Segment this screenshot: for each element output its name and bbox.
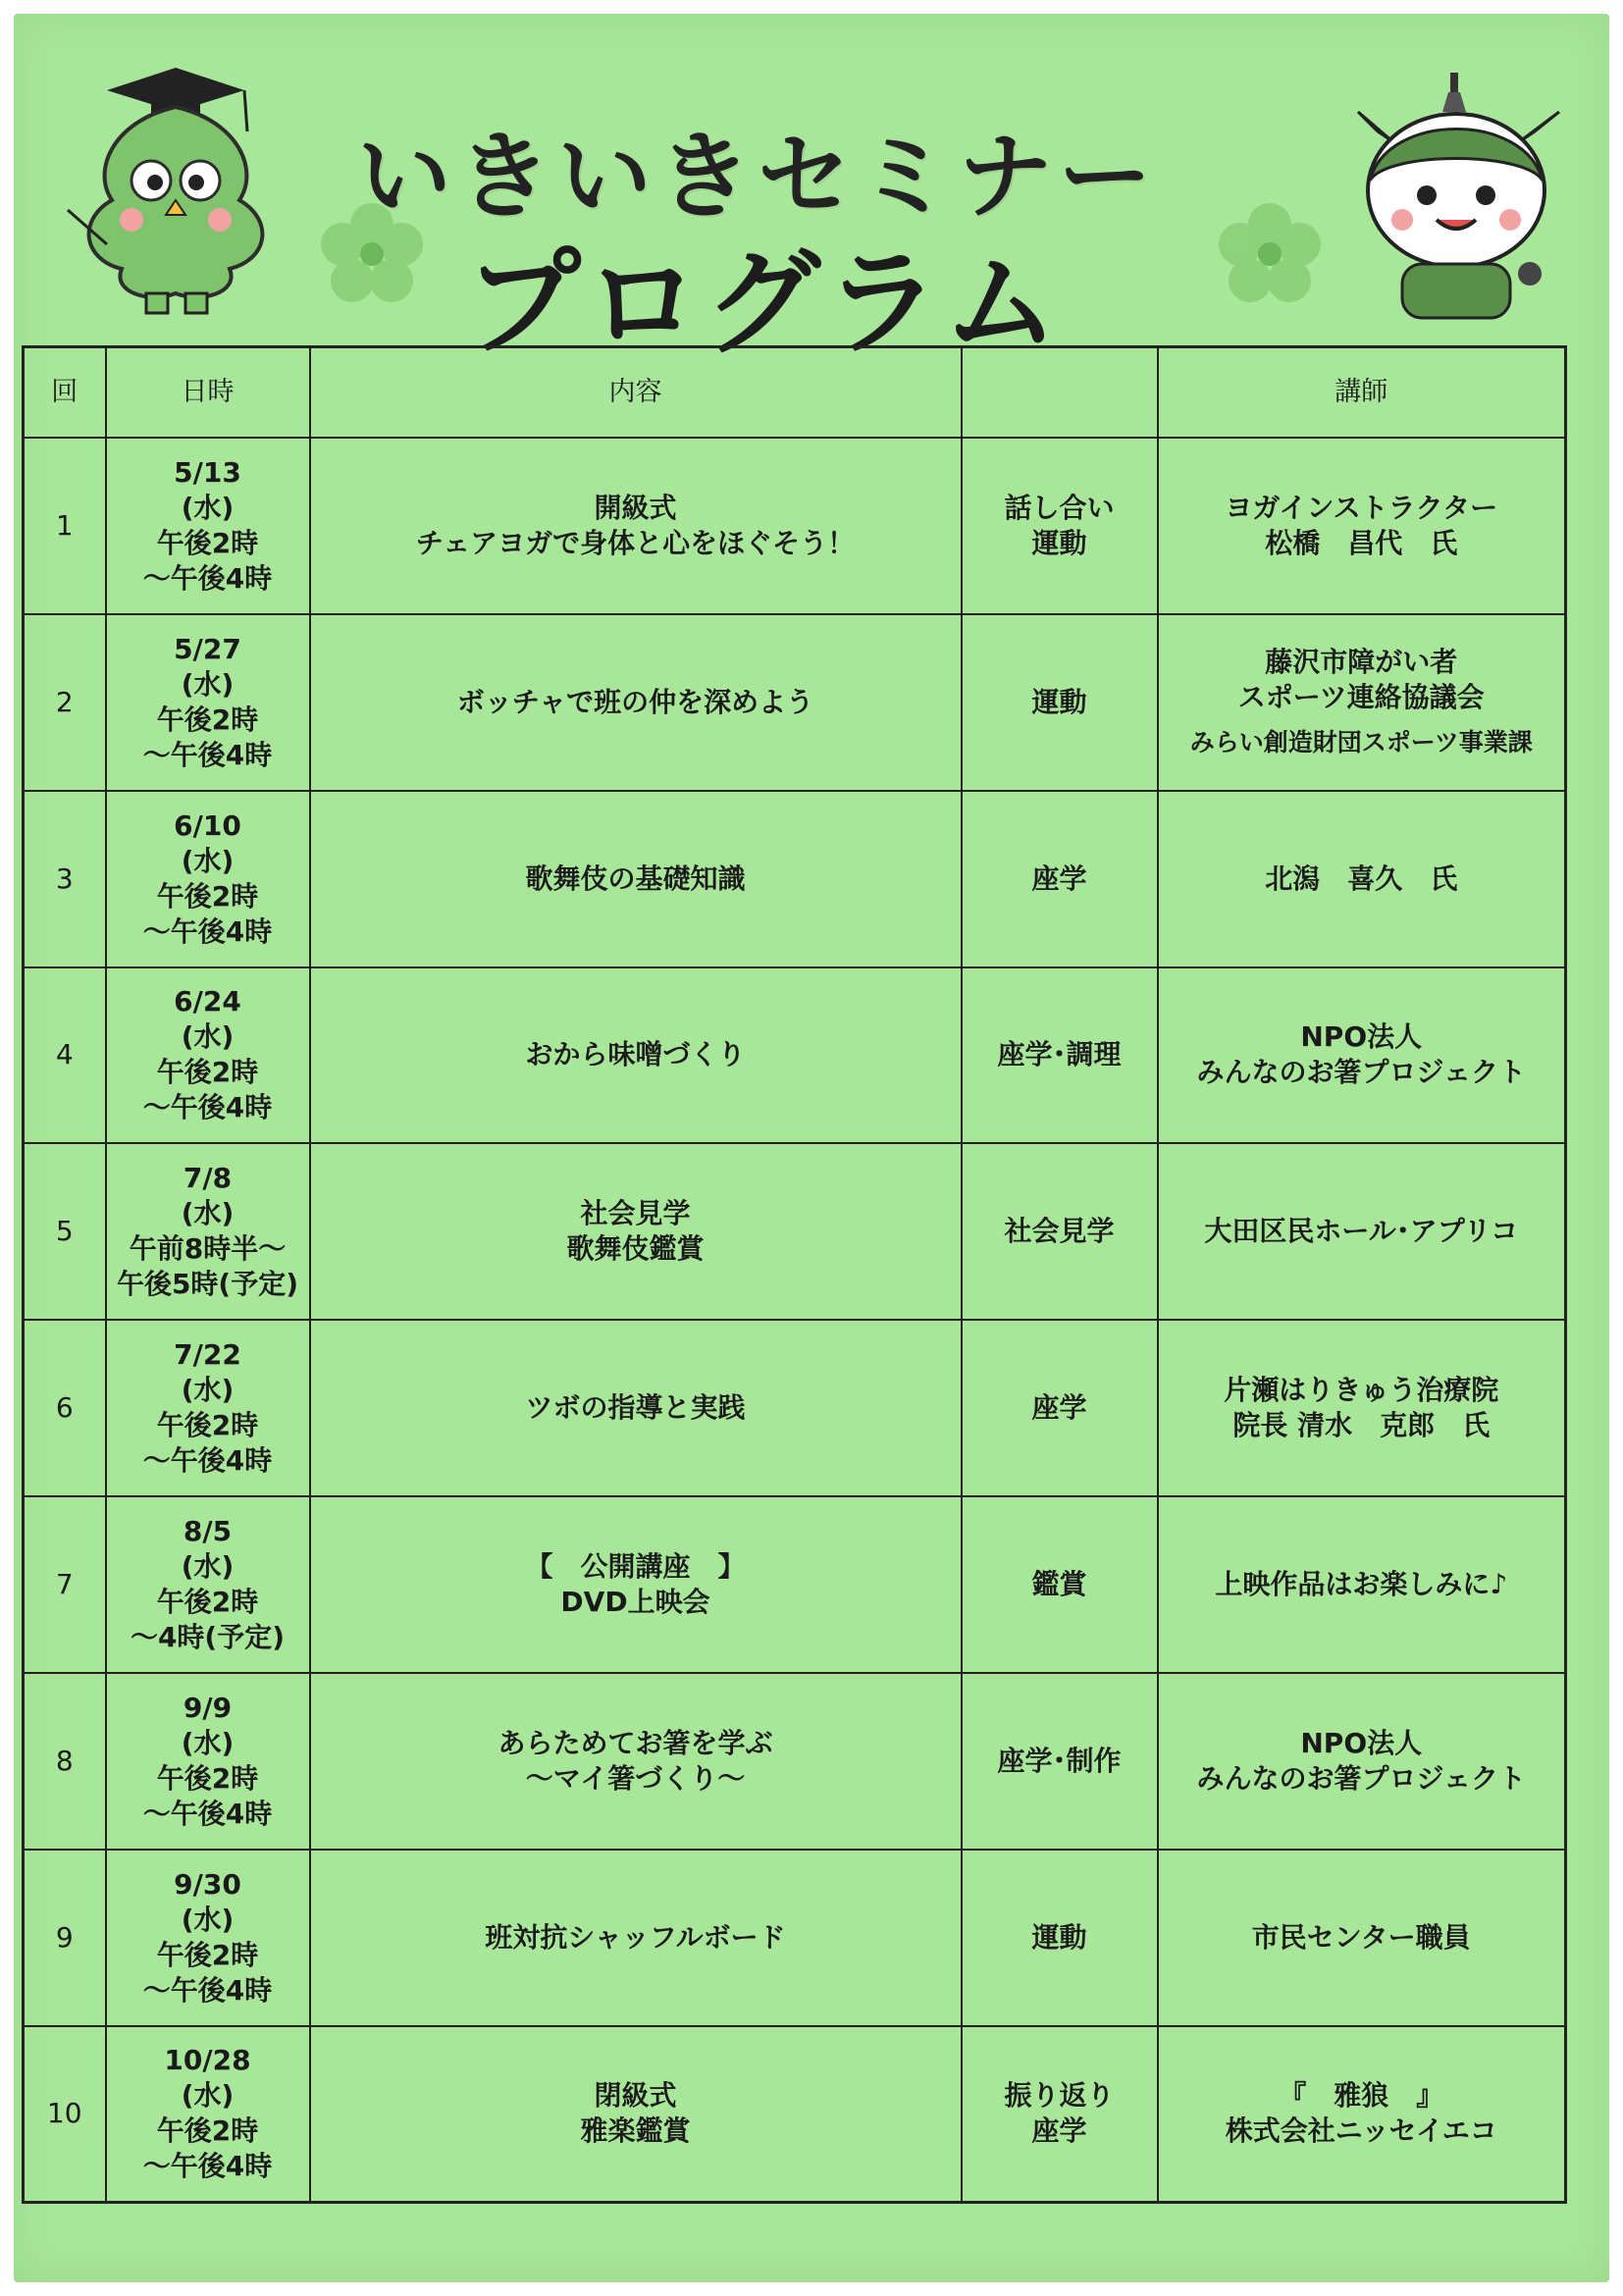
session-lecturer-cell — [1158, 438, 1566, 614]
session-number: 2 — [24, 614, 106, 791]
session-lecturer-cell — [1158, 2026, 1566, 2203]
session-lecturer-cell — [1158, 1496, 1566, 1673]
flower-icon — [1216, 200, 1324, 308]
session-lecturer-cell — [1158, 1673, 1566, 1850]
session-date: 7/22 (水) 午後2時 ～午後4時 — [106, 1320, 310, 1496]
session-type: 鑑賞 — [962, 1496, 1158, 1673]
table-row — [24, 614, 1566, 791]
session-date: 8/5 (水) 午後2時 ～4時(予定) — [106, 1496, 310, 1673]
session-type: 座学 — [962, 791, 1158, 967]
table-header-row — [24, 347, 1566, 439]
title-line2: プログラム — [465, 235, 1063, 371]
session-lecturer-cell — [1158, 614, 1566, 791]
table-row — [24, 438, 1566, 614]
table-row — [24, 1320, 1566, 1496]
owl-tree-mascot-icon — [53, 63, 298, 318]
session-content: ツボの指導と実践 — [310, 1320, 962, 1496]
table-row — [24, 967, 1566, 1144]
session-type: 座学 — [962, 1320, 1158, 1496]
session-content: ボッチャで班の仲を深めよう — [310, 614, 962, 791]
session-lecturer: NPO法人 みんなのお箸プロジェクト — [1196, 1726, 1526, 1795]
table-row — [24, 1850, 1566, 2026]
session-date: 9/30 (水) 午後2時 ～午後4時 — [106, 1850, 310, 2026]
session-lecturer: 上映作品はお楽しみに♪ — [1215, 1567, 1508, 1600]
tower-mascot-icon — [1348, 73, 1574, 328]
session-number: 5 — [24, 1143, 106, 1320]
session-date: 6/24 (水) 午後2時 ～午後4時 — [106, 967, 310, 1144]
session-content: 歌舞伎の基礎知識 — [310, 791, 962, 967]
header-cell-no: 回 — [24, 347, 106, 439]
session-content: 開級式 チェアヨガで身体と心をほぐそう！ — [310, 438, 962, 614]
header-cell-content: 内容 — [310, 347, 962, 439]
header-cell-type — [962, 347, 1158, 439]
session-lecturer-cell — [1158, 1143, 1566, 1320]
session-number: 1 — [24, 438, 106, 614]
session-type: 運動 — [962, 614, 1158, 791]
session-lecturer-cell — [1158, 791, 1566, 967]
session-lecturer-cell — [1158, 1850, 1566, 2026]
session-lecturer: 北潟 喜久 氏 — [1265, 861, 1458, 895]
session-lecturer: 大田区民ホール･アプリコ — [1204, 1215, 1519, 1248]
session-type: 座学･調理 — [962, 967, 1158, 1144]
session-content: おから味噌づくり — [310, 967, 962, 1144]
header-cell-date: 日時 — [106, 347, 310, 439]
session-date: 7/8 (水) 午前8時半～ 午後5時(予定) — [106, 1143, 310, 1320]
program-sheet — [14, 14, 1609, 2282]
header — [14, 14, 1609, 371]
session-lecturer: 市民センター職員 — [1251, 1920, 1471, 1954]
session-lecturer: ヨガインストラクター 松橋 昌代 氏 — [1225, 491, 1498, 559]
session-number: 8 — [24, 1673, 106, 1850]
session-number: 3 — [24, 791, 106, 967]
session-lecturer: NPO法人 みんなのお箸プロジェクト — [1196, 1020, 1526, 1089]
session-number: 10 — [24, 2026, 106, 2203]
session-date: 5/13 (水) 午後2時 ～午後4時 — [106, 438, 310, 614]
session-content: 閉級式 雅楽鑑賞 — [310, 2026, 962, 2203]
session-date: 5/27 (水) 午後2時 ～午後4時 — [106, 614, 310, 791]
table-row — [24, 791, 1566, 967]
session-number: 9 — [24, 1850, 106, 2026]
session-date: 6/10 (水) 午後2時 ～午後4時 — [106, 791, 310, 967]
program-table — [22, 345, 1567, 2204]
session-content: 社会見学 歌舞伎鑑賞 — [310, 1143, 962, 1320]
session-type: 座学･制作 — [962, 1673, 1158, 1850]
session-content: 【 公開講座 】 DVD上映会 — [310, 1496, 962, 1673]
table-row — [24, 2026, 1566, 2203]
session-type: 社会見学 — [962, 1143, 1158, 1320]
table-row — [24, 1673, 1566, 1850]
session-lecturer-cell — [1158, 1320, 1566, 1496]
session-type: 振り返り 座学 — [962, 2026, 1158, 2203]
session-number: 4 — [24, 967, 106, 1144]
table-row — [24, 1143, 1566, 1320]
session-number: 7 — [24, 1496, 106, 1673]
session-date: 9/9 (水) 午後2時 ～午後4時 — [106, 1673, 310, 1850]
session-content: あらためてお箸を学ぶ ～マイ箸づくり～ — [310, 1673, 962, 1850]
header-cell-lecturer: 講師 — [1158, 347, 1566, 439]
session-lecturer: 片瀬はりきゅう治療院 院長 清水 克郎 氏 — [1224, 1374, 1499, 1442]
session-lecturer-sub: みらい創造財団スポーツ事業課 — [1189, 727, 1533, 757]
session-number: 6 — [24, 1320, 106, 1496]
session-lecturer-cell — [1158, 967, 1566, 1144]
session-date: 10/28 (水) 午後2時 ～午後4時 — [106, 2026, 310, 2203]
table-row — [24, 1496, 1566, 1673]
title-line1: いきいきセミナー — [357, 122, 1158, 232]
session-content: 班対抗シャッフルボード — [310, 1850, 962, 2026]
session-type: 運動 — [962, 1850, 1158, 2026]
session-lecturer: 藤沢市障がい者 スポーツ連絡協議会 — [1237, 645, 1485, 713]
session-type: 話し合い 運動 — [962, 438, 1158, 614]
session-lecturer: 『 雅狼 』 株式会社ニッセイエコ — [1225, 2079, 1497, 2148]
